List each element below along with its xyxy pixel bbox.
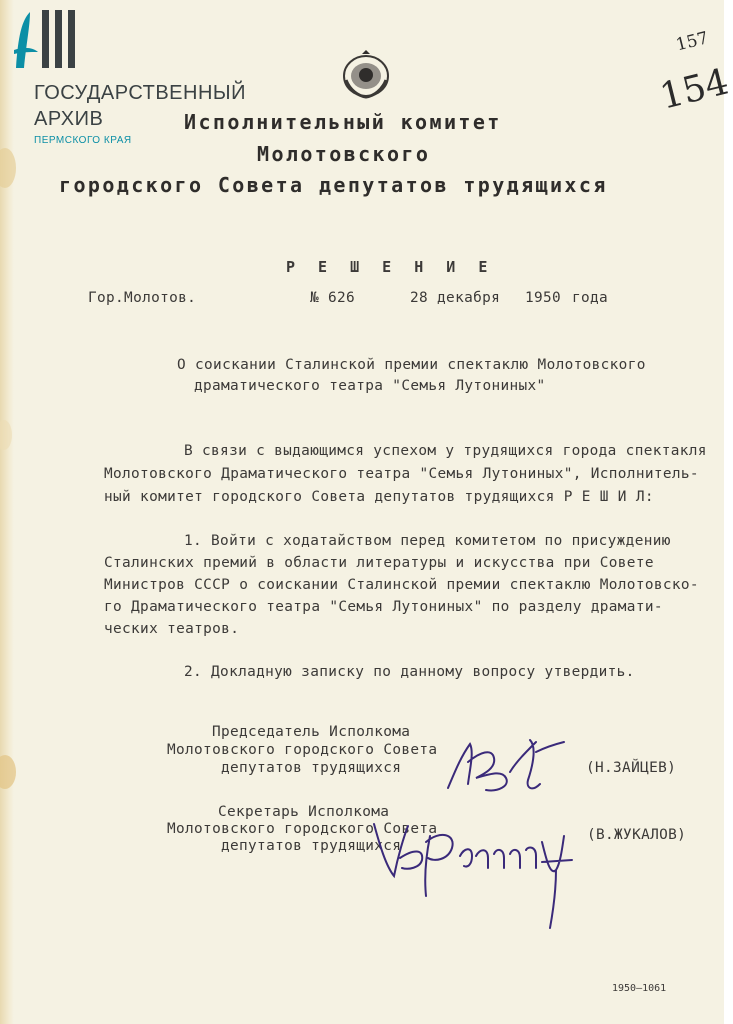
item2: 2. Докладную записку по данному вопросу утвердить. (184, 664, 635, 680)
chair-title-line3: депутатов трудящихся (221, 760, 402, 776)
item1-line5: ческих театров. (104, 621, 240, 637)
subject-line2: драматического театра "Семья Лутониных" (194, 378, 546, 394)
archive-logo-line1: ГОСУДАРСТВЕННЫЙ (34, 82, 246, 104)
chair-title-line1: Председатель Исполкома (212, 724, 411, 740)
archive-logo-line2: АРХИВ (34, 108, 104, 130)
subject-line1: О соискании Сталинской премии спектаклю Молотовского (177, 357, 646, 373)
item1-line3: Министров СССР о соискании Сталинской премии спектаклю Молотовско- (104, 577, 699, 593)
archive-logo-mark (8, 6, 80, 74)
chair-signature (440, 722, 570, 802)
decision-date: 28 декабря (410, 290, 501, 306)
header-line2: Молотовского (257, 142, 431, 166)
decision-city: Гор.Молотов. (88, 290, 197, 306)
decision-year-suffix: года (572, 290, 609, 306)
paragraph1-line2: Молотовского Драматического театра "Семья Лутониных", Исполнитель- (104, 466, 699, 482)
item1-line1: 1. Войти с ходатайством перед комитетом по присуждению (184, 533, 671, 549)
paragraph1-line1: В связи с выдающимся успехом у трудящихся города спектакля (184, 443, 707, 459)
decision-label: Р Е Ш Е Н И Е (286, 258, 495, 276)
archive-logo-line3: ПЕРМСКОГО КРАЯ (34, 135, 132, 146)
sheet-number-upper: 157 (674, 28, 711, 56)
secretary-title-line2: Молотовского городского Совета (167, 821, 438, 837)
decision-year: 1950 (525, 290, 562, 306)
sheet-number-lower: 154 (656, 61, 733, 118)
header-line3: городского Совета депутатов трудящихся (59, 173, 608, 197)
paragraph1-line3: ный комитет городского Совета депутатов трудящихся Р Е Ш И Л: (104, 489, 654, 505)
item1-line4: го Драматического театра "Семья Лутониных" по разделу драмати- (104, 599, 663, 615)
chair-title-line2: Молотовского городского Совета (167, 742, 438, 758)
chair-name: (Н.ЗАЙЦЕВ) (586, 760, 677, 776)
state-emblem-icon (340, 50, 392, 100)
secretary-title-line3: депутатов трудящихся (221, 838, 402, 854)
decision-number: № 626 (310, 290, 356, 306)
header-line1: Исполнительный комитет (184, 110, 502, 134)
secretary-title-line1: Секретарь Исполкома (218, 804, 390, 820)
print-mark: 1950—1061 (612, 983, 667, 994)
secretary-name: (В.ЖУКАЛОВ) (587, 827, 687, 843)
secretary-signature (360, 806, 580, 936)
item1-line2: Сталинских премий в области литературы и искусства при Совете (104, 555, 654, 571)
